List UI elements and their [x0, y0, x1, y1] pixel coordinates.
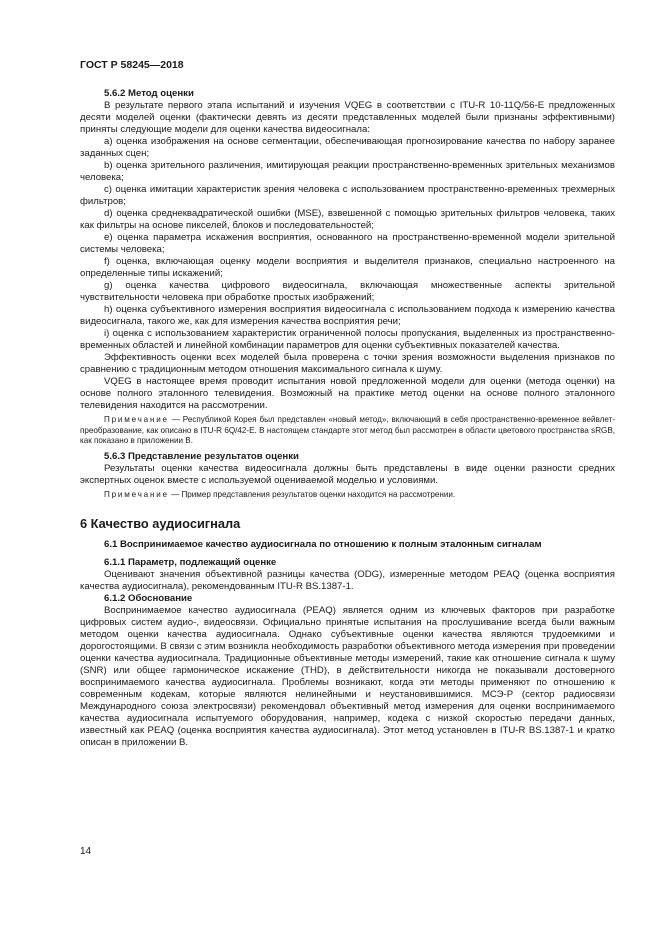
note-text: — Пример представления результатов оценки находится на рассмотрении.	[168, 489, 456, 499]
list-item-h: h) оценка субъективного измерения восприятия видеосигнала с использованием подхода к измерению качества видеосигнала, такого же, как для измерения качества восприятия речи;	[80, 304, 615, 327]
list-item-i: i) оценка с использованием характеристик ограниченной полосы пропускания, выделенных из пространственно-временных областей и линейной комбинации параметров для оценки субъективных показателей качества.	[80, 328, 615, 351]
paragraph-vqeg: VQEG в настоящее время проводит испытания новой предложенной модели для оценки (метода оценки) на основе полного эталонного телевидения. Возможный на практике метод оценки на основе полного эталонного телевидения находится на рассмотрении.	[80, 376, 615, 411]
paragraph-6-1-2: Воспринимаемое качество аудиосигнала (PEAQ) является одним из ключевых факторов при разработке цифровых систем аудио-, видеосвязи. Официально принятые испытания на прослушивание всегда были важным методом оценки качества аудиосигнала. Однако субъективные оценки качества являются трудоемкими и дорогостоящими. В связи с этим возникла необходимость разработки объективного метода измерения при проведении оценки качества аудиосигнала. Традиционные объективные методы измерений, такие как отношение сигнала к шуму (SNR) или общее гармоническое искажение (THD), в действительности никогда не показывали достоверного воспринимаемого качества аудиосигнала. Проблемы возникают, когда эти методы применяют по отношению к современным кодекам, которые являются нелинейными и неустановившимися. МСЭ-Р (сектор радиосвязи Международного союза электросвязи) рекомендовал объективный метод измерения для оценки воспринимаемого качества аудиосигнала испытуемого оборудования, например, кодека с низкой скоростью передачи данных, известный как PEAQ (оценка восприятия качества аудиосигнала). Этот метод установлен в ITU-R BS.1387-1 и кратко описан в приложении В.	[80, 605, 615, 749]
document-header: ГОСТ Р 58245—2018	[80, 59, 184, 71]
paragraph-results: Результаты оценки качества видеосигнала должны быть представлены в виде оценки разности средних экспертных оценок вместе с используемой оцениваемой моделью и условиями.	[80, 462, 615, 486]
heading-5-6-2: 5.6.2 Метод оценки	[104, 88, 194, 99]
paragraph-6-1-1: Оценивают значения объективной разницы качества (ODG), измеренные методом PEAQ (оценка восприятия качества аудиосигнала), рекомендованным ITU-R BS.1387-1.	[80, 569, 615, 593]
paragraph-efficiency: Эффективность оценки всех моделей была проверена с точки зрения возможности выделения признаков по сравнению с традиционным методом отношения максимального сигнала к шуму.	[80, 352, 615, 375]
note-5-6-2	[80, 415, 615, 447]
list-item-g: g) оценка качества цифрового видеосигнала, включающая множественные аспекты зрительной чувствительности человека при обработке простых изображений;	[80, 280, 615, 303]
note-label: Примечание	[104, 489, 169, 499]
list-item-f: f) оценка, включающая оценку модели восприятия и выделителя признаков, специально настроенного на определенные типы искажений;	[80, 256, 615, 279]
heading-6-1-1: 6.1.1 Параметр, подлежащий оценке	[104, 557, 277, 569]
document-body	[80, 88, 615, 749]
heading-6-1-2: 6.1.2 Обоснование	[104, 593, 193, 605]
note-5-6-3	[80, 490, 615, 501]
list-item-d: d) оценка среднеквадратической ошибки (MSE), взвешенной с помощью зрительных фильтров человека, таких как фильтры на основе пикселей, блоков и последовательностей;	[80, 208, 615, 231]
note-text: — Республикой Корея был представлен «новый метод», включающий в себя пространственно-временное вейвлет-преобразование, как описано в ITU-R 6Q/42-E. В настоящем стандарте этот метод был рассмотрен в области цветового пространства sRGB, как показано в приложении В.	[80, 415, 615, 446]
list-item-c: c) оценка имитации характеристик зрения человека с использованием пространственно-временных трехмерных фильтров;	[80, 184, 615, 207]
list-item-e: e) оценка параметра искажения восприятия, основанного на пространственно-временной модели зрительной системы человека;	[80, 232, 615, 255]
list-item-b: b) оценка зрительного различения, имитирующая реакции пространственно-временных зрительных механизмов человека;	[80, 160, 615, 183]
paragraph-intro: В результате первого этапа испытаний и изучения VQEG в соответствии с ITU-R 10-11Q/56-E предложенных десяти моделей оценки (фактически девять из десяти представленных моделей были признаны эффективными) приняты следующие модели для оценки качества видеосигнала:	[80, 100, 615, 135]
heading-6-1: 6.1 Воспринимаемое качество аудиосигнала по отношению к полным эталонным сигналам	[104, 539, 542, 551]
heading-5-6-3: 5.6.3 Представление результатов оценки	[104, 450, 299, 462]
note-label: Примечание	[104, 415, 169, 424]
page-number: 14	[80, 846, 92, 857]
list-item-a: a) оценка изображения на основе сегментации, обеспечивающая прогнозирование качества по набору заранее заданных сцен;	[80, 136, 615, 159]
heading-6: 6 Качество аудиосигнала	[80, 516, 241, 532]
